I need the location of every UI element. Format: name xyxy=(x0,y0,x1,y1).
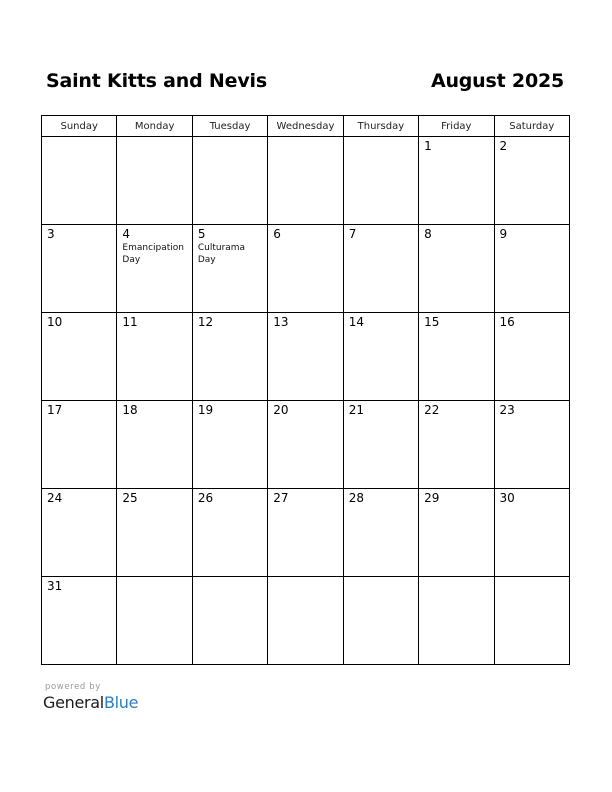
day-cell xyxy=(343,577,418,665)
day-cell xyxy=(494,401,569,489)
day-number: 8 xyxy=(424,227,432,241)
day-cell xyxy=(268,489,343,577)
footer xyxy=(43,682,138,712)
day-number: 27 xyxy=(273,491,289,505)
holiday-label: Emancipation Day xyxy=(122,243,185,265)
week-row xyxy=(42,577,570,665)
week-row xyxy=(42,313,570,401)
day-cell xyxy=(42,577,117,665)
day-number: 14 xyxy=(348,315,364,329)
weekday-header-row xyxy=(42,116,570,137)
day-cell xyxy=(494,137,569,225)
day-cell xyxy=(343,137,418,225)
week-row xyxy=(42,401,570,489)
powered-by-text: powered by xyxy=(45,682,101,692)
day-cell xyxy=(494,577,569,665)
day-cell xyxy=(117,225,192,313)
day-cell xyxy=(192,577,267,665)
day-cell xyxy=(192,313,267,401)
holiday-label: Culturama Day xyxy=(197,243,246,265)
day-cell xyxy=(117,401,192,489)
calendar-body xyxy=(42,137,570,665)
day-cell xyxy=(419,225,494,313)
day-cell xyxy=(343,489,418,577)
day-number: 30 xyxy=(499,491,515,505)
day-cell xyxy=(42,137,117,225)
day-number: 12 xyxy=(197,315,214,329)
month-title: August 2025 xyxy=(430,70,564,92)
day-number: 11 xyxy=(122,315,138,329)
day-number: 10 xyxy=(47,315,63,329)
day-cell xyxy=(117,489,192,577)
day-number: 22 xyxy=(424,403,440,417)
day-cell xyxy=(343,225,418,313)
calendar-grid xyxy=(41,115,570,665)
weekday-saturday: Saturday xyxy=(494,116,569,137)
weekday-friday: Friday xyxy=(419,116,494,137)
week-row xyxy=(42,225,570,313)
day-number: 5 xyxy=(197,227,206,241)
day-cell xyxy=(268,577,343,665)
day-cell xyxy=(42,401,117,489)
day-cell xyxy=(268,401,343,489)
day-cell xyxy=(419,489,494,577)
day-number: 6 xyxy=(273,227,281,241)
day-cell xyxy=(192,401,267,489)
weekday-sunday: Sunday xyxy=(42,116,117,137)
day-cell xyxy=(343,313,418,401)
day-number: 7 xyxy=(348,227,357,241)
weekday-thursday: Thursday xyxy=(343,116,418,137)
day-number: 4 xyxy=(122,227,131,241)
day-number: 21 xyxy=(348,403,364,417)
day-cell xyxy=(117,137,192,225)
day-number: 17 xyxy=(47,403,63,417)
day-cell xyxy=(494,313,569,401)
country-title: Saint Kitts and Nevis xyxy=(46,70,267,92)
day-cell xyxy=(268,313,343,401)
calendar-header xyxy=(42,70,570,100)
weekday-monday: Monday xyxy=(117,116,192,137)
day-cell xyxy=(117,313,192,401)
day-cell xyxy=(419,401,494,489)
day-number: 2 xyxy=(499,139,508,153)
day-number: 16 xyxy=(499,315,515,329)
day-number: 31 xyxy=(47,579,63,593)
day-number: 18 xyxy=(122,403,138,417)
day-cell xyxy=(494,489,569,577)
day-cell xyxy=(494,225,569,313)
week-row xyxy=(42,489,570,577)
day-number: 28 xyxy=(348,491,364,505)
day-number: 19 xyxy=(197,403,214,417)
day-cell xyxy=(192,137,267,225)
weekday-tuesday: Tuesday xyxy=(192,116,267,137)
day-number: 1 xyxy=(424,139,432,153)
day-cell xyxy=(419,313,494,401)
day-number: 20 xyxy=(273,403,289,417)
day-cell xyxy=(419,137,494,225)
day-number: 13 xyxy=(273,315,289,329)
day-cell xyxy=(343,401,418,489)
day-number: 3 xyxy=(47,227,55,241)
day-cell xyxy=(192,489,267,577)
weekday-wednesday: Wednesday xyxy=(268,116,343,137)
brand-blue: Blue xyxy=(103,693,139,712)
day-cell xyxy=(268,137,343,225)
week-row xyxy=(42,137,570,225)
day-cell xyxy=(268,225,343,313)
day-cell xyxy=(42,489,117,577)
day-number: 24 xyxy=(47,491,63,505)
day-cell xyxy=(42,313,117,401)
day-number: 15 xyxy=(424,315,440,329)
day-number: 25 xyxy=(122,491,138,505)
day-cell xyxy=(419,577,494,665)
day-cell xyxy=(42,225,117,313)
day-cell xyxy=(192,225,267,313)
day-number: 9 xyxy=(499,227,508,241)
day-number: 29 xyxy=(424,491,440,505)
day-number: 26 xyxy=(197,491,214,505)
generalblue-logo xyxy=(43,693,138,712)
brand-general: General xyxy=(43,693,104,712)
day-cell xyxy=(117,577,192,665)
day-number: 23 xyxy=(499,403,515,417)
